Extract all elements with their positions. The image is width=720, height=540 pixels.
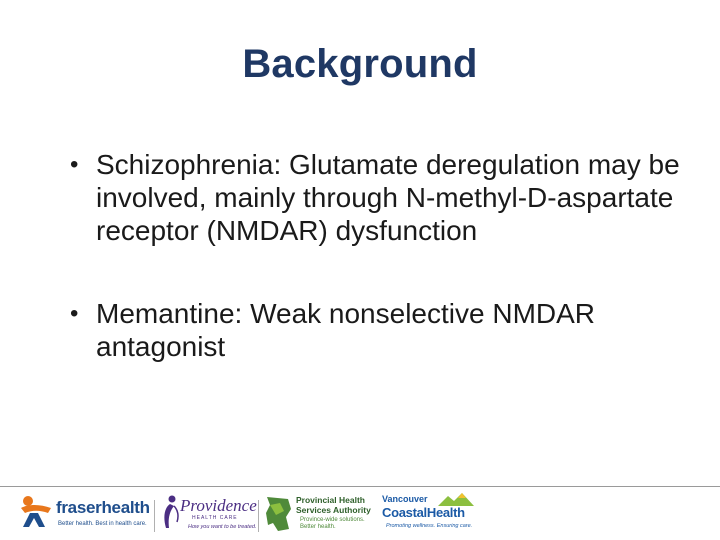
bullet-text: Memantine: Weak nonselective NMDAR antagonist <box>96 298 596 362</box>
phsa-line1: Provincial Health <box>296 495 365 505</box>
bc-map-icon <box>264 495 294 533</box>
phsa-tagline2: Better health. <box>300 524 336 530</box>
providence-figure-icon <box>160 494 182 530</box>
fraserhealth-logo <box>18 492 148 536</box>
bullet-icon: • <box>70 300 79 327</box>
vch-line2: CoastalHealth <box>382 505 465 520</box>
bullet-icon: • <box>70 151 79 178</box>
logo-separator <box>258 500 259 532</box>
providence-logo <box>160 492 260 536</box>
phsa-line2: Services Authority <box>296 505 371 515</box>
fraserhealth-figure-icon <box>18 494 54 528</box>
fraserhealth-tagline: Better health. Best in health care. <box>58 521 147 527</box>
providence-name: Providence <box>180 496 257 515</box>
bullet-list <box>70 148 690 363</box>
vch-line1: Vancouver <box>382 494 428 504</box>
phsa-logo <box>264 492 384 536</box>
mountain-icon <box>438 492 474 506</box>
fraserhealth-name: fraserhealth <box>56 498 150 517</box>
slide-title: Background <box>242 42 478 86</box>
providence-sub: HEALTH CARE <box>192 515 238 521</box>
phsa-tagline1: Province-wide solutions. <box>300 517 365 523</box>
bullet-item <box>70 297 690 363</box>
vch-logo <box>382 492 492 536</box>
footer-divider <box>0 486 720 487</box>
providence-tagline: How you want to be treated. <box>188 524 257 530</box>
footer-logos <box>18 492 708 536</box>
bullet-item <box>70 148 690 247</box>
vch-tagline: Promoting wellness. Ensuring care. <box>386 523 473 529</box>
logo-separator <box>154 500 155 532</box>
bullet-text: Schizophrenia: Glutamate deregulation may be involved, mainly through N-methyl-D-aspartate receptor (NMDAR) dysfunction <box>96 149 680 246</box>
